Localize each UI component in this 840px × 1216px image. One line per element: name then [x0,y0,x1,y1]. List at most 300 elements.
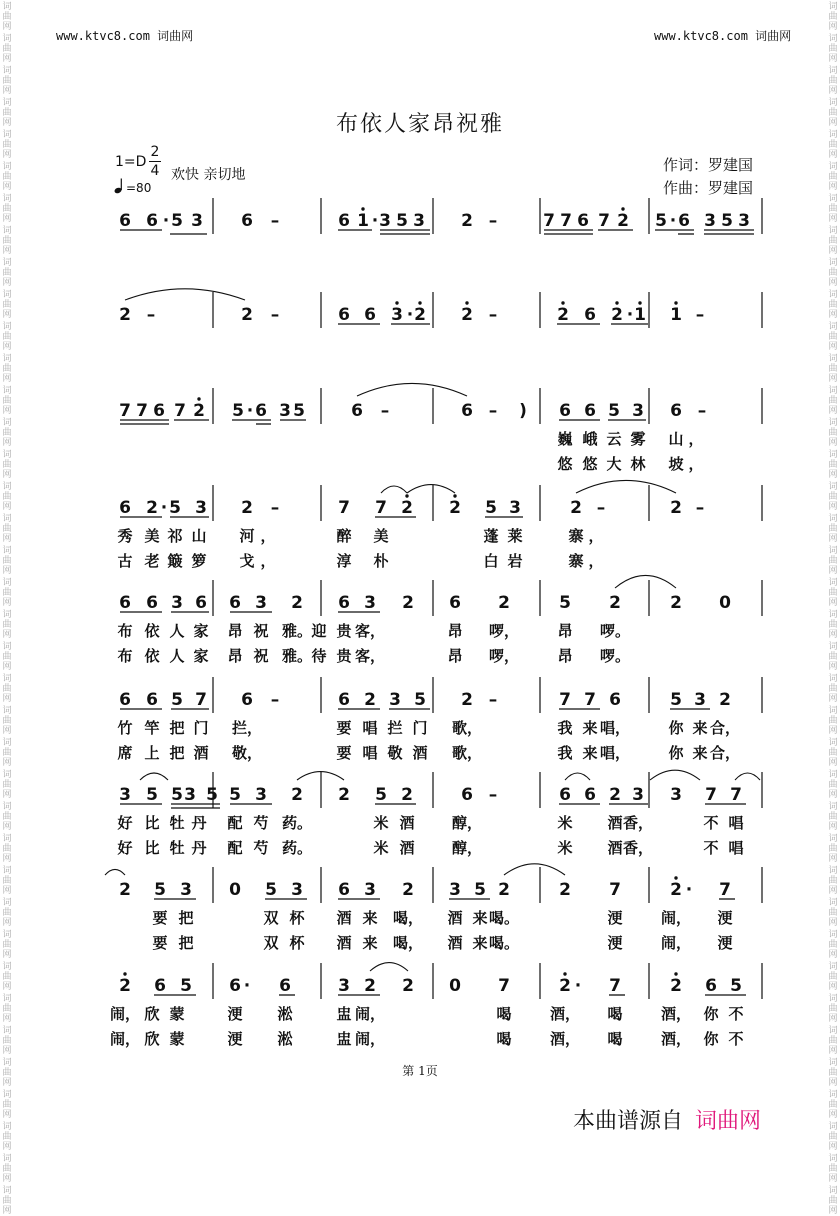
lyric-syllable: 家 [193,622,209,640]
margin-watermark-char: 曲 [2,972,12,982]
margin-watermark-char: 词 [828,546,838,556]
lyric-syllable: 昂 [227,647,243,665]
source-credit [573,1104,761,1135]
margin-watermark-char: 词 [2,1026,12,1036]
note: – [270,498,280,518]
note: 5 [180,976,192,996]
lyric-syllable: 蒙 [169,1005,185,1023]
note: · [669,211,677,231]
note: 6 [609,690,621,710]
margin-watermark-char: 网 [2,790,12,800]
note: 2 [461,690,473,710]
lyric-syllable: 浭 [227,1030,243,1048]
margin-watermark-char: 网 [2,182,12,192]
margin-watermark-char: 曲 [828,844,838,854]
lyric-syllable: 唱 [362,744,378,762]
lyric-syllable: 岩 [507,552,523,570]
lyric-syllable: 我 [557,719,573,737]
margin-watermark-char: 曲 [828,556,838,566]
note: · [406,305,414,325]
lyric-syllable: 啰， [488,647,520,665]
margin-watermark-char: 曲 [2,1004,12,1014]
lyric-syllable: 喝 [496,1030,512,1048]
note: 5 [154,880,166,900]
slur [576,480,676,493]
lyric-syllable: ， [260,527,276,545]
lyric-syllable: 人 [169,647,185,665]
note: 3 [171,593,183,613]
margin-watermark-char: 词 [828,194,838,204]
margin-watermark-char: 词 [2,706,12,716]
margin-watermark-char: 网 [2,1110,12,1120]
margin-watermark-char: 词 [2,130,12,140]
lyric-syllable: 牡 [169,814,185,832]
margin-watermark-char: 网 [828,1206,838,1216]
margin-watermark-char: 网 [2,982,12,992]
lyric-syllable: 竿 [144,719,160,737]
note: – [488,211,498,231]
margin-watermark-char: 曲 [2,524,12,534]
note: 2 [559,976,571,996]
lyric-syllable: 敬 [387,744,403,762]
note: 3 [632,785,644,805]
margin-watermark-char: 曲 [828,876,838,886]
lyric-syllable: 簸 [167,552,183,570]
note: 3 [255,785,267,805]
lyric-syllable: 不 [703,839,719,857]
lyric-syllable: 杯 [289,934,305,952]
note: 2 [559,880,571,900]
note: 6 [119,498,131,518]
lyric-syllable: 门 [412,719,428,737]
note: 5 [414,690,426,710]
composer-credit: 作曲：罗建国 [663,179,754,197]
lyric-syllable: 唱， [599,744,631,762]
margin-watermark-char: 曲 [2,620,12,630]
note: 5 [375,785,387,805]
lyric-syllable: 酒， [660,1030,692,1048]
note: 6 [119,690,131,710]
note: 7 [559,690,571,710]
lyric-syllable: 河 [239,527,255,545]
lyric-syllable: 喝， [392,909,424,927]
margin-watermark-char: 词 [828,130,838,140]
note: – [695,498,705,518]
note: 5 [730,976,742,996]
note: 2 [609,785,621,805]
lyric-syllable: 酒 [607,814,623,832]
note: 6 [338,305,350,325]
note: 7 [598,211,610,231]
note: 2 [557,305,569,325]
note: 3 [379,211,391,231]
octave-dot [674,876,677,879]
margin-watermark-char: 网 [2,118,12,128]
margin-watermark-char: 曲 [828,524,838,534]
margin-watermark-char: 词 [828,834,838,844]
lyric-syllable: 布 [117,647,133,665]
margin-watermark-char: 网 [828,726,838,736]
note: 3 [364,593,376,613]
lyricist-credit: 作词：罗建国 [663,156,754,174]
lyric-syllable: 喝， [392,934,424,952]
note: 6 [338,593,350,613]
header-left-site[interactable]: www.ktvc8.com [56,29,150,43]
margin-watermark-char: 网 [828,1046,838,1056]
lyric-syllable: 芍 [253,839,269,857]
octave-dot [465,301,468,304]
margin-watermark-char: 曲 [828,268,838,278]
margin-watermark-char: 网 [2,502,12,512]
lyric-syllable: 拦， [231,719,263,737]
lyric-syllable: 雾 [630,430,646,448]
margin-watermark-char: 网 [2,886,12,896]
margin-watermark-char: 曲 [828,364,838,374]
note: 2 [291,785,303,805]
margin-watermark-char: 网 [828,918,838,928]
margin-watermark-char: 网 [2,406,12,416]
lyric-syllable: 门 [193,719,209,737]
margin-watermark-char: 曲 [828,748,838,758]
note: 3 [391,305,403,325]
lyric-syllable: 要 [152,934,168,952]
margin-watermark-char: 曲 [2,1132,12,1142]
margin-watermark-char: 曲 [828,588,838,598]
lyric-syllable: 老 [144,552,160,570]
lyric-syllable: 唱 [728,814,744,832]
note: 3 [191,211,203,231]
lyric-syllable: 祁 [167,527,183,545]
lyric-syllable: 杯 [289,909,305,927]
lyric-syllable: 寨 [568,527,584,545]
lyric-syllable: 你 [668,719,684,737]
margin-watermark-char: 曲 [828,300,838,310]
margin-watermark-char: 曲 [2,1068,12,1078]
lyric-syllable: 酒 [447,934,463,952]
lyric-syllable: ， [588,527,604,545]
margin-watermark-char: 曲 [828,780,838,790]
lyric-syllable: 秀 [117,527,133,545]
header-right-name[interactable]: 词曲网 [755,29,792,43]
lyric-syllable: 米 [557,839,573,857]
lyric-syllable: 酒 [336,934,352,952]
margin-watermark-char: 曲 [2,236,12,246]
note: 6 [577,211,589,231]
lyric-syllable: 药。 [281,814,313,832]
margin-watermark-char: 曲 [828,1164,838,1174]
lyric-syllable: 米 [373,814,389,832]
margin-watermark-char: 曲 [828,1100,838,1110]
slur [650,770,700,780]
margin-watermark-char: 网 [2,662,12,672]
lyric-syllable: ， [260,552,276,570]
note: 3 [279,401,291,421]
margin-watermark-char: 词 [828,738,838,748]
margin-watermark-char: 网 [2,630,12,640]
note: 7 [119,401,131,421]
note: – [488,401,498,421]
margin-watermark-char: 曲 [828,332,838,342]
note: 2 [461,305,473,325]
note: 2 [402,976,414,996]
margin-watermark-char: 网 [828,502,838,512]
note: 5 [206,785,218,805]
margin-watermark-char: 网 [828,342,838,352]
note: 3 [509,498,521,518]
margin-watermark-char: 网 [2,374,12,384]
margin-watermark-char: 词 [828,674,838,684]
lyric-syllable: 巍 [557,430,573,448]
lyric-syllable: 喝。 [488,934,520,952]
margin-watermark-char: 词 [2,386,12,396]
margin-watermark-char: 词 [2,1154,12,1164]
lyric-syllable: 昂 [557,647,573,665]
octave-dot [197,397,200,400]
note: · [574,976,582,996]
slur [565,773,590,780]
note: 2 [719,690,731,710]
note: 2 [364,976,376,996]
note: 2 [498,880,510,900]
slur [504,864,565,875]
margin-watermark-char: 词 [2,482,12,492]
margin-watermark-char: 词 [828,642,838,652]
slur [140,773,168,780]
note: 0 [449,976,461,996]
lyric-syllable: ， [588,552,604,570]
lyric-syllable: 闹， [109,1005,141,1023]
note: · [160,498,168,518]
lyric-syllable: 山 [191,527,207,545]
margin-watermark-char: 曲 [828,620,838,630]
note: 2 [611,305,623,325]
lyric-syllable: 浭 [717,909,733,927]
note: 3 [413,211,425,231]
margin-watermark-char: 曲 [828,716,838,726]
lyric-syllable: 白 [483,552,499,570]
note: 5 [146,785,158,805]
note: · [246,401,254,421]
lyric-syllable: 人 [169,622,185,640]
lyric-syllable: 酒 [607,839,623,857]
margin-watermark-char: 词 [828,770,838,780]
lyric-syllable: 配 [227,839,243,857]
lyric-syllable: 来 [692,719,708,737]
note: 2 [119,305,131,325]
note: 6 [338,880,350,900]
margin-watermark-char: 曲 [828,44,838,54]
header-right-site[interactable]: www.ktvc8.com [654,29,748,43]
header-left-name[interactable]: 词曲网 [157,29,194,43]
margin-watermark-char: 网 [2,54,12,64]
margin-watermark-char: 词 [2,514,12,524]
note: 5 [559,593,571,613]
margin-watermark-char: 词 [2,1090,12,1100]
margin-watermark-char: 曲 [828,1068,838,1078]
note: · [243,976,251,996]
note: 6 [195,593,207,613]
note: 5 [229,785,241,805]
lyric-syllable: 浭 [227,1005,243,1023]
margin-watermark-char: 曲 [2,940,12,950]
note: 3 [291,880,303,900]
note: 6 [670,401,682,421]
lyric-syllable: 云 [606,430,622,448]
note: 0 [229,880,241,900]
note: 7 [174,401,186,421]
margin-watermark-char: 网 [828,886,838,896]
note: 2 [193,401,205,421]
note: 6 [255,401,267,421]
lyric-syllable: ， [688,430,704,448]
margin-watermark-char: 词 [2,610,12,620]
lyric-syllable: 啰。 [599,622,631,640]
note: 2 [364,690,376,710]
margin-watermark-char: 网 [828,438,838,448]
note: 6 [146,593,158,613]
lyric-syllable: 祝 [253,622,269,640]
margin-watermark-char: 曲 [2,332,12,342]
lyric-syllable: ， [688,455,704,473]
slur [125,289,245,300]
lyric-syllable: 祝 [253,647,269,665]
margin-watermark-char: 词 [828,162,838,172]
note: 6 [678,211,690,231]
margin-watermark-char: 曲 [2,1164,12,1174]
lyric-syllable: 蒙 [169,1030,185,1048]
margin-watermark-char: 网 [2,214,12,224]
source-brand-link[interactable]: 词曲网 [695,1109,762,1134]
note: – [380,401,390,421]
lyric-syllable: 峨 [582,430,598,448]
lyric-syllable: 好 [117,839,133,857]
lyric-syllable: 莱 [507,527,523,545]
note: 5 [655,211,667,231]
note: 2 [241,498,253,518]
note: 2 [401,785,413,805]
margin-watermark-char: 曲 [828,172,838,182]
lyric-syllable: 美 [373,527,389,545]
lyric-syllable: 欣 [144,1005,160,1023]
lyric-syllable: 啰， [488,622,520,640]
margin-watermark-char: 词 [2,98,12,108]
lyric-syllable: 拦 [387,719,403,737]
margin-watermark-char: 曲 [2,844,12,854]
margin-watermark-char: 曲 [2,1100,12,1110]
margin-watermark-char: 词 [2,34,12,44]
margin-watermark-char: 曲 [828,1132,838,1142]
margin-watermark-char: 网 [2,438,12,448]
lyric-syllable: 酒 [399,839,415,857]
lyric-syllable: 迎 [311,622,327,640]
tempo-value: =80 [126,181,152,195]
margin-watermark-char: 网 [2,342,12,352]
lyric-syllable: 双 [263,909,279,927]
note: 3 [119,785,131,805]
lyric-syllable: 敬， [231,744,263,762]
octave-dot [453,494,456,497]
note: 7 [609,880,621,900]
margin-watermark-char: 词 [2,738,12,748]
lyric-syllable: 酒 [399,814,415,832]
note: 5 [169,498,181,518]
lyric-syllable: 坡 [668,455,684,473]
margin-watermark-char: 曲 [2,204,12,214]
margin-watermark-char: 曲 [2,140,12,150]
margin-watermark-char: 网 [828,182,838,192]
margin-watermark-char: 网 [2,918,12,928]
margin-watermark-char: 词 [828,610,838,620]
lyric-syllable: 歌， [451,719,483,737]
lyric-syllable: 寨 [568,552,584,570]
octave-dot [561,301,564,304]
margin-watermark-char: 网 [828,566,838,576]
margin-watermark-char: 网 [828,22,838,32]
lyric-syllable: 闹， [660,934,692,952]
note: 3 [670,785,682,805]
note: 6 [154,976,166,996]
note: 7 [584,690,596,710]
note: 6 [705,976,717,996]
note: 7 [560,211,572,231]
song-title: 布依人家昂祝雅 [335,112,504,137]
lyric-syllable: 啰。 [599,647,631,665]
margin-watermark-char: 词 [2,322,12,332]
lyric-syllable: 比 [144,814,160,832]
lyric-syllable: 唱 [362,719,378,737]
margin-watermark-char: 网 [828,1110,838,1120]
lyric-syllable: 好 [117,814,133,832]
lyric-syllable: 雅。 [281,647,313,665]
note: 6 [146,690,158,710]
lyric-syllable: 悠 [582,455,598,473]
margin-watermark-char: 词 [828,1090,838,1100]
lyric-syllable: 喝 [607,1005,623,1023]
note: 5 [171,690,183,710]
margin-watermark-char: 曲 [828,812,838,822]
lyric-syllable: 酒 [412,744,428,762]
note: 5 [721,211,733,231]
lyric-syllable: 比 [144,839,160,857]
note: 6 [584,401,596,421]
margin-watermark-char: 词 [828,290,838,300]
lyric-syllable: 昂 [557,622,573,640]
margin-watermark-char: 网 [828,1014,838,1024]
margin-watermark-char: 网 [2,694,12,704]
note: 3 [184,785,196,805]
note: 1 [634,305,646,325]
margin-watermark-char: 曲 [2,684,12,694]
margin-watermark-char: 词 [828,354,838,364]
margin-watermark-char: 曲 [828,492,838,502]
margin-watermark-char: 网 [828,758,838,768]
octave-dot [621,207,624,210]
lyric-syllable: 箩 [191,552,207,570]
note: 6 [279,976,291,996]
margin-watermark-char: 词 [828,258,838,268]
margin-watermark-char: 网 [828,1078,838,1088]
note: – [146,305,156,325]
margin-watermark-char: 词 [828,66,838,76]
margin-watermark-char: 网 [828,950,838,960]
margin-watermark-char: 词 [828,482,838,492]
margin-watermark-char: 词 [2,770,12,780]
lyric-syllable: 合， [709,719,741,737]
margin-watermark-char: 曲 [2,556,12,566]
lyric-syllable: 来 [472,934,488,952]
lyric-syllable: 喝 [607,1030,623,1048]
slur [105,869,125,875]
